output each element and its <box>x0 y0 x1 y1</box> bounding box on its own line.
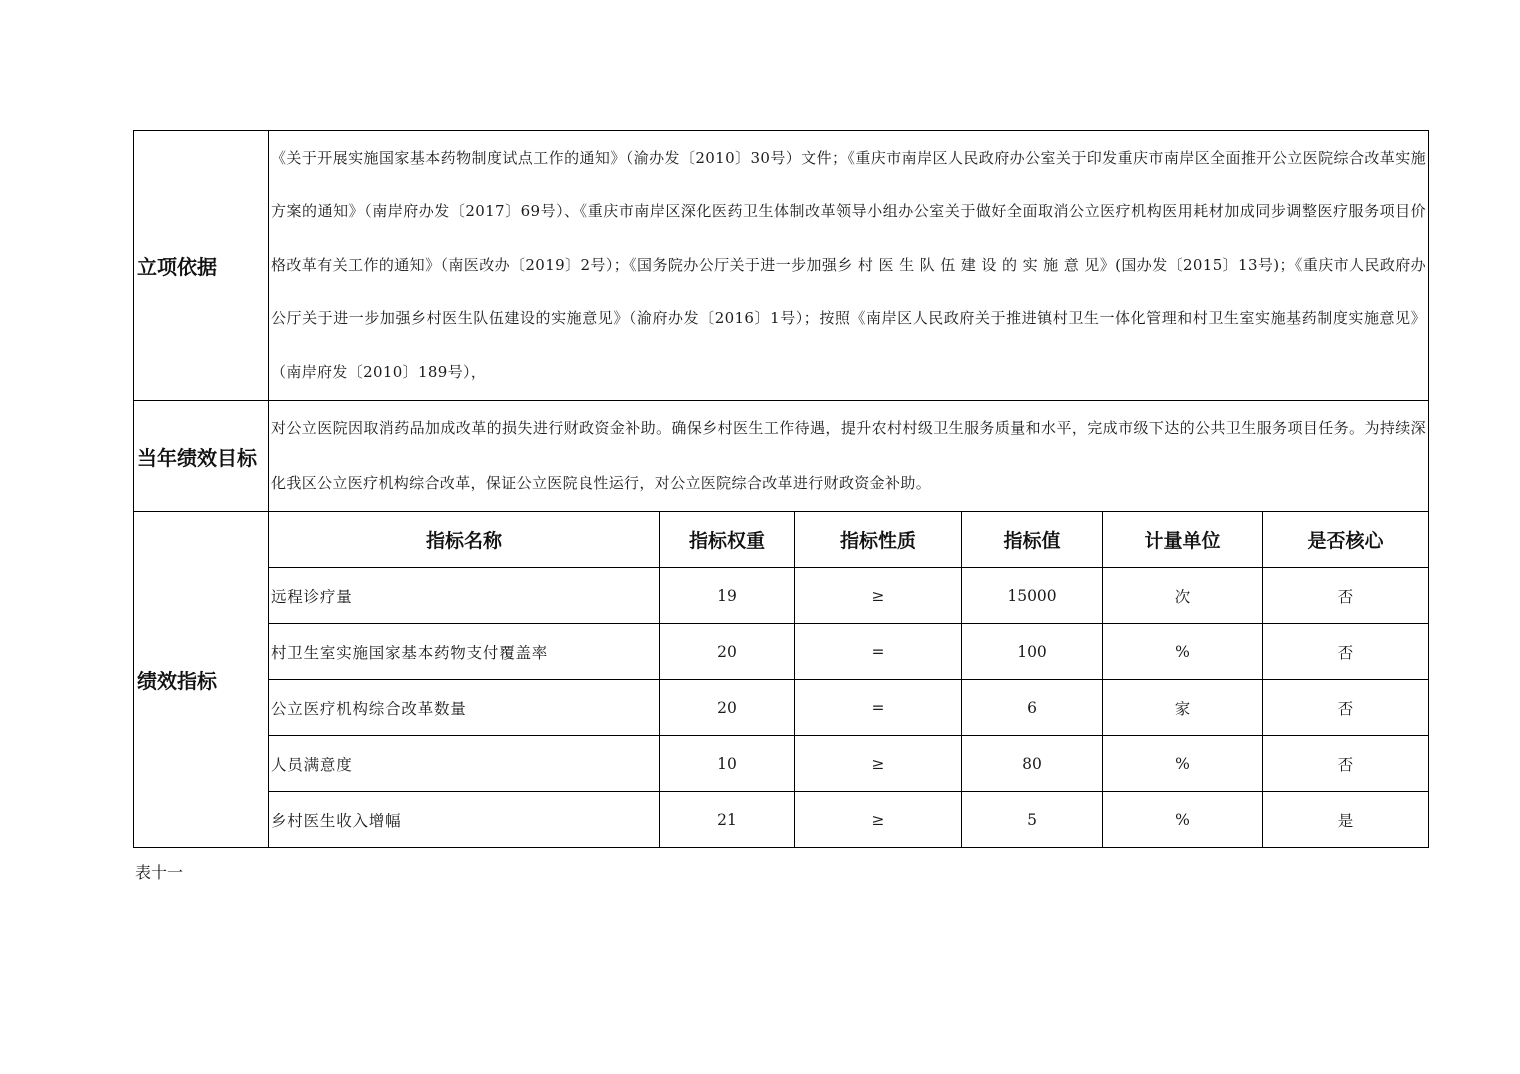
indicator-is-core: 否 <box>1263 736 1429 792</box>
goal-text: 对公立医院因取消药品加成改革的损失进行财政资金补助。确保乡村医生工作待遇，提升农村村级卫生服务质量和水平，完成市级下达的公共卫生服务项目任务。为持续深化我区公立医疗机构综合改革，保证公立医院良性运行，对公立医院综合改革进行财政资金补助。 <box>271 419 1427 492</box>
performance-table <box>133 130 1429 848</box>
indicator-name: 村卫生室实施国家基本药物支付覆盖率 <box>269 624 660 680</box>
basis-text: 《关于开展实施国家基本药物制度试点工作的通知》（渝办发〔2010〕30号）文件；《重庆市南岸区人民政府办公室关于印发重庆市南岸区全面推开公立医院综合改革实施方案的通知》（南岸府办发〔2017〕69号）、《重庆市南岸区深化医药卫生体制改革领导小组办公室关于做好全面取消公立医疗机构医用耗材加成同步调整医疗服务项目价格改革有关工作的通知》（南医改办〔2019〕2号）；《国务院办公厅关于进一步加强乡 村 医 生 队 伍 建 设 的 实 施 意 见》(国办发〔2015〕13号)；《重庆市人民政府办公厅关于进一步加强乡村医生队伍建设的实施意见》（渝府办发〔2016〕1号）；按照《南岸区人民政府关于推进镇村卫生一体化管理和村卫生室实施基药制度实施意见》（南岸府发〔2010〕189号）， <box>271 148 1427 381</box>
indicator-nature: = <box>795 624 962 680</box>
indicator-name: 人员满意度 <box>269 736 660 792</box>
indicator-header-row <box>134 512 1429 568</box>
indicators-label: 绩效指标 <box>134 512 269 848</box>
indicator-weight: 10 <box>660 736 795 792</box>
indicator-value: 5 <box>962 792 1103 848</box>
table-row <box>134 680 1429 736</box>
indicator-is-core: 是 <box>1263 792 1429 848</box>
indicator-name: 远程诊疗量 <box>269 568 660 624</box>
indicator-unit: 次 <box>1103 568 1263 624</box>
indicator-nature: ≥ <box>795 568 962 624</box>
indicator-weight: 19 <box>660 568 795 624</box>
indicator-weight: 20 <box>660 680 795 736</box>
indicator-nature: = <box>795 680 962 736</box>
indicator-value: 100 <box>962 624 1103 680</box>
goal-row <box>134 401 1429 512</box>
header-indicator-nature: 指标性质 <box>795 512 962 568</box>
header-indicator-value: 指标值 <box>962 512 1103 568</box>
table-row <box>134 624 1429 680</box>
header-indicator-name: 指标名称 <box>269 512 660 568</box>
table-row <box>134 792 1429 848</box>
basis-row <box>134 131 1429 401</box>
indicator-value: 15000 <box>962 568 1103 624</box>
indicator-weight: 20 <box>660 624 795 680</box>
indicator-name: 公立医疗机构综合改革数量 <box>269 680 660 736</box>
indicator-is-core: 否 <box>1263 624 1429 680</box>
indicator-nature: ≥ <box>795 736 962 792</box>
indicator-is-core: 否 <box>1263 568 1429 624</box>
indicator-name: 乡村医生收入增幅 <box>269 792 660 848</box>
indicator-unit: % <box>1103 736 1263 792</box>
basis-label: 立项依据 <box>134 131 269 401</box>
indicator-value: 6 <box>962 680 1103 736</box>
header-indicator-weight: 指标权重 <box>660 512 795 568</box>
indicator-weight: 21 <box>660 792 795 848</box>
table-number-caption: 表十一 <box>135 863 184 882</box>
header-is-core: 是否核心 <box>1263 512 1429 568</box>
indicator-nature: ≥ <box>795 792 962 848</box>
indicator-unit: % <box>1103 792 1263 848</box>
indicator-is-core: 否 <box>1263 680 1429 736</box>
table-row <box>134 736 1429 792</box>
goal-label: 当年绩效目标 <box>134 401 269 512</box>
table-row <box>134 568 1429 624</box>
basis-text-cell <box>269 131 1429 401</box>
indicator-value: 80 <box>962 736 1103 792</box>
header-unit: 计量单位 <box>1103 512 1263 568</box>
indicator-unit: 家 <box>1103 680 1263 736</box>
indicator-unit: % <box>1103 624 1263 680</box>
goal-text-cell <box>269 401 1429 512</box>
